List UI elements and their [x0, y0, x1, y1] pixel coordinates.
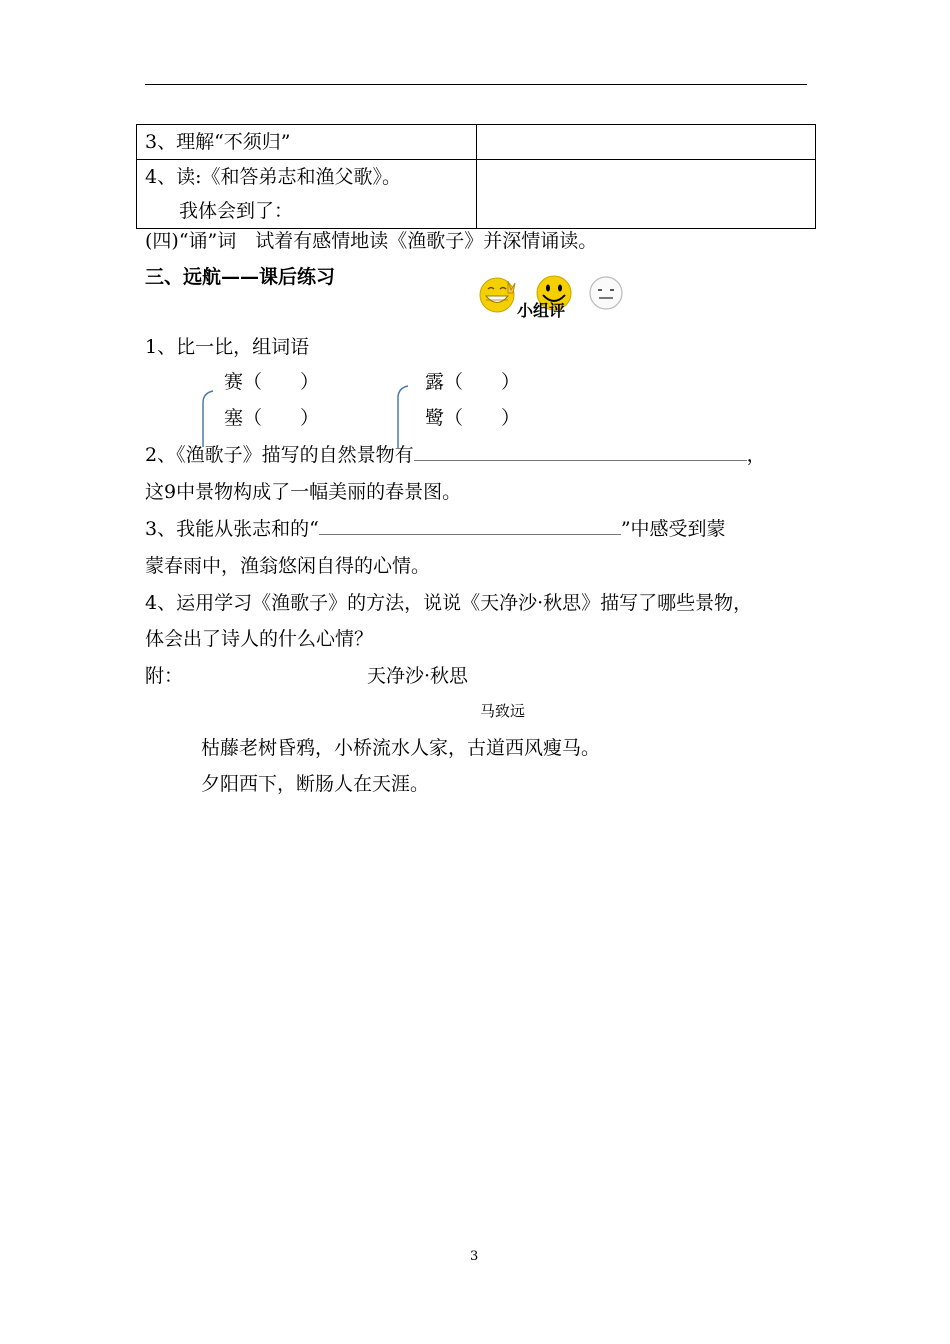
poem-author: 马致远 — [480, 702, 526, 720]
neutral-face-icon[interactable] — [587, 276, 627, 312]
table-row — [137, 125, 816, 160]
recite-instruction: (四)“诵”词 试着有感情地读《渔歌子》并深情诵读。 — [145, 230, 598, 252]
table-cell-text: 我体会到了： — [179, 200, 294, 222]
question-3 — [145, 514, 726, 544]
word-pair-item: 赛（ ） — [224, 371, 320, 393]
table-cell — [137, 125, 477, 160]
question-2-line2: 这9中景物构成了一幅美丽的春景图。 — [145, 481, 462, 503]
appendix-label: 附： — [145, 665, 184, 687]
answer-blank[interactable] — [319, 516, 621, 535]
header-rule — [145, 84, 807, 85]
table-cell-text: 4、读:《和答弟志和渔父歌》。 — [145, 166, 401, 188]
question-2-prefix: 2、《渔歌子》描写的自然景物有 — [145, 444, 414, 466]
word-pair-item: 露（ ） — [425, 371, 521, 393]
answer-cell[interactable] — [477, 160, 816, 229]
poem-title: 天净沙·秋思 — [367, 665, 469, 687]
poem-verse: 夕阳西下，断肠人在天涯。 — [201, 773, 430, 795]
grinning-face-icon[interactable] — [478, 275, 518, 315]
table-cell — [137, 160, 477, 229]
word-pair-item: 塞（ ） — [224, 407, 320, 429]
question-4-line1: 4、运用学习《渔歌子》的方法，说说《天净沙·秋思》描写了哪些景物， — [145, 592, 753, 614]
table-row — [137, 160, 816, 229]
answer-cell[interactable] — [477, 125, 816, 160]
group-eval-label: 小组评 — [517, 301, 566, 320]
word-pair-item: 鹭（ ） — [425, 407, 521, 429]
page-number: 3 — [470, 1249, 479, 1264]
question-3-suffix: ”中感受到蒙 — [620, 518, 726, 540]
question-1-title: 1、比一比，组词语 — [145, 336, 310, 358]
question-3-prefix: 3、我能从张志和的“ — [145, 518, 319, 540]
reading-table — [136, 124, 816, 229]
question-2 — [145, 440, 766, 470]
section-heading: 三、远航——课后练习 — [145, 266, 336, 288]
question-2-suffix: ， — [746, 444, 766, 466]
answer-blank[interactable] — [414, 442, 747, 461]
table-cell-text: 3、理解“不须归” — [145, 131, 291, 153]
question-4-line2: 体会出了诗人的什么心情？ — [145, 628, 374, 650]
question-3-line2: 蒙春雨中，渔翁悠闲自得的心情。 — [145, 555, 431, 577]
poem-verse: 枯藤老树昏鸦，小桥流水人家，古道西风瘦马。 — [201, 737, 601, 759]
